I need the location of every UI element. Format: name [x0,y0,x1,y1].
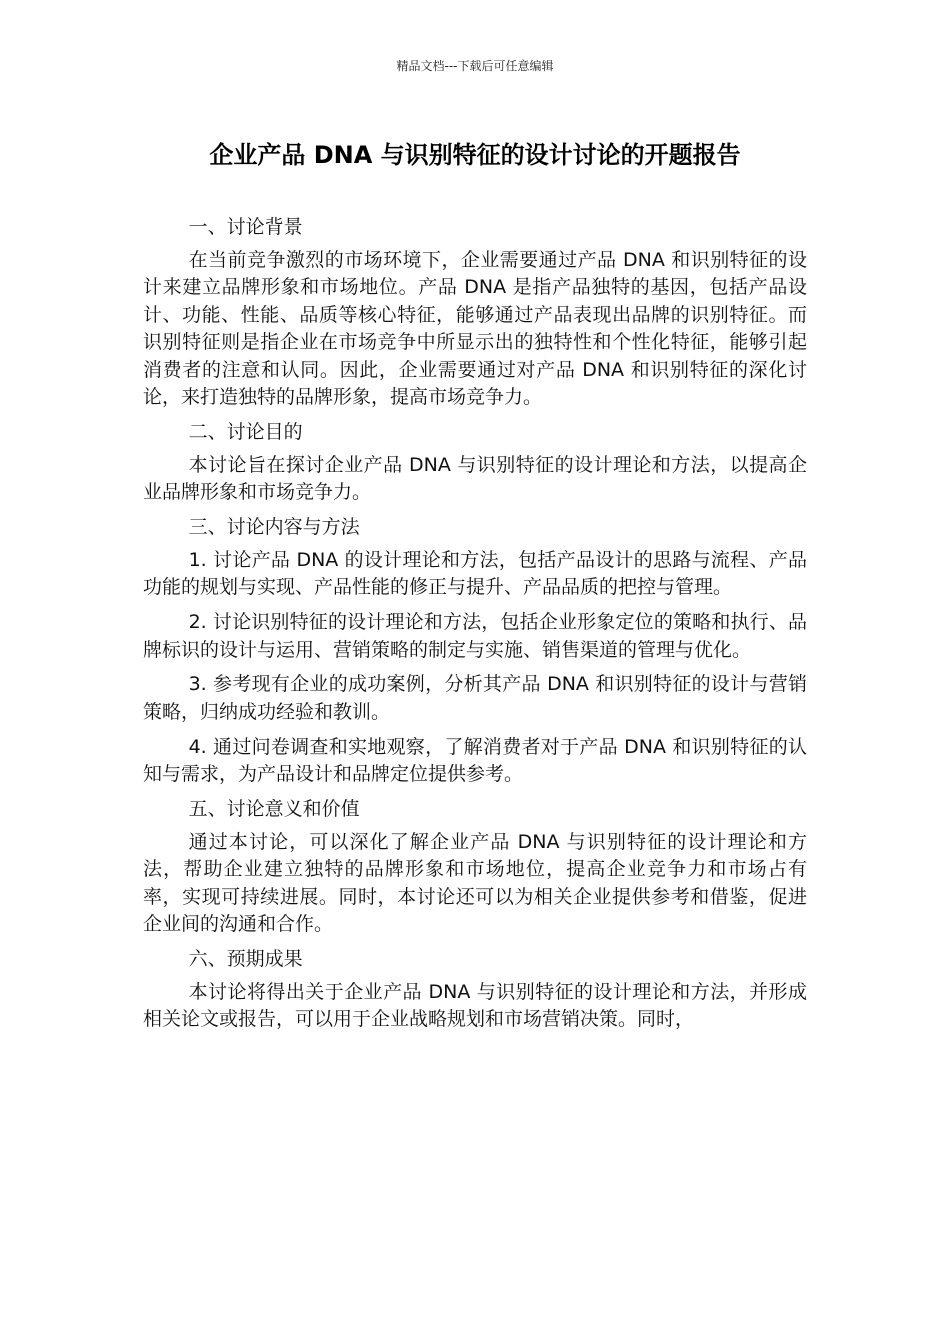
section-heading-purpose: 二、讨论目的 [188,420,303,443]
background-paragraph: 在当前竞争激烈的市场环境下，企业需要通过产品 DNA 和识别特征的设计来建立品牌形象和市场地位。产品 DNA 是指产品独特的基因，包括产品设计、功能、性能、品质等核心特征，能够通过产品表现出品牌的识别特征。而识别特征则是指企业在市场竞争中所显示出的独特性和个性化特征，能够引起消费者的注意和认同。因此，企业需要通过对产品 DNA 和识别特征的深化讨论，来打造独特的品牌形象，提高市场竞争力。 [143,249,807,409]
purpose-paragraph: 本讨论旨在探讨企业产品 DNA 与识别特征的设计理论和方法，以提高企业品牌形象和市场竞争力。 [143,453,807,504]
expected-results-paragraph: 本讨论将得出关于企业产品 DNA 与识别特征的设计理论和方法，并形成相关论文或报告，可以用于企业战略规划和市场营销决策。同时， [143,980,807,1031]
section-heading-significance: 五、讨论意义和价值 [188,797,360,820]
section-heading-background: 一、讨论背景 [188,216,303,238]
significance-paragraph: 通过本讨论，可以深化了解企业产品 DNA 与识别特征的设计理论和方法，帮助企业建立独特的品牌形象和市场地位，提高企业竞争力和市场占有率，实现可持续进展。同时，本讨论还可以为相关企业提供参考和借鉴，促进企业间的沟通和合作。 [143,830,807,936]
document-title: 企业产品 DNA 与识别特征的设计讨论的开题报告 [209,141,741,169]
content-item-1: 1. 讨论产品 DNA 的设计理论和方法，包括产品设计的思路与流程、产品功能的规划与实现、产品性能的修正与提升、产品品质的把控与管理。 [143,549,807,599]
section-heading-expected-results: 六、预期成果 [188,947,303,970]
section-heading-content-methods: 三、讨论内容与方法 [188,516,360,539]
content-item-4: 4. 通过问卷调查和实地观察，了解消费者对于产品 DNA 和识别特征的认知与需求，为产品设计和品牌定位提供参考。 [143,735,807,786]
header-note: 精品文档---下载后可任意编辑 [396,59,554,73]
document-body [143,214,807,1041]
content-item-2: 2. 讨论识别特征的设计理论和方法，包括企业形象定位的策略和执行、品牌标识的设计与运用、营销策略的制定与实施、销售渠道的管理与优化。 [143,611,807,661]
content-item-3: 3. 参考现有企业的成功案例，分析其产品 DNA 和识别特征的设计与营销策略，归纳成功经验和教训。 [143,673,807,723]
